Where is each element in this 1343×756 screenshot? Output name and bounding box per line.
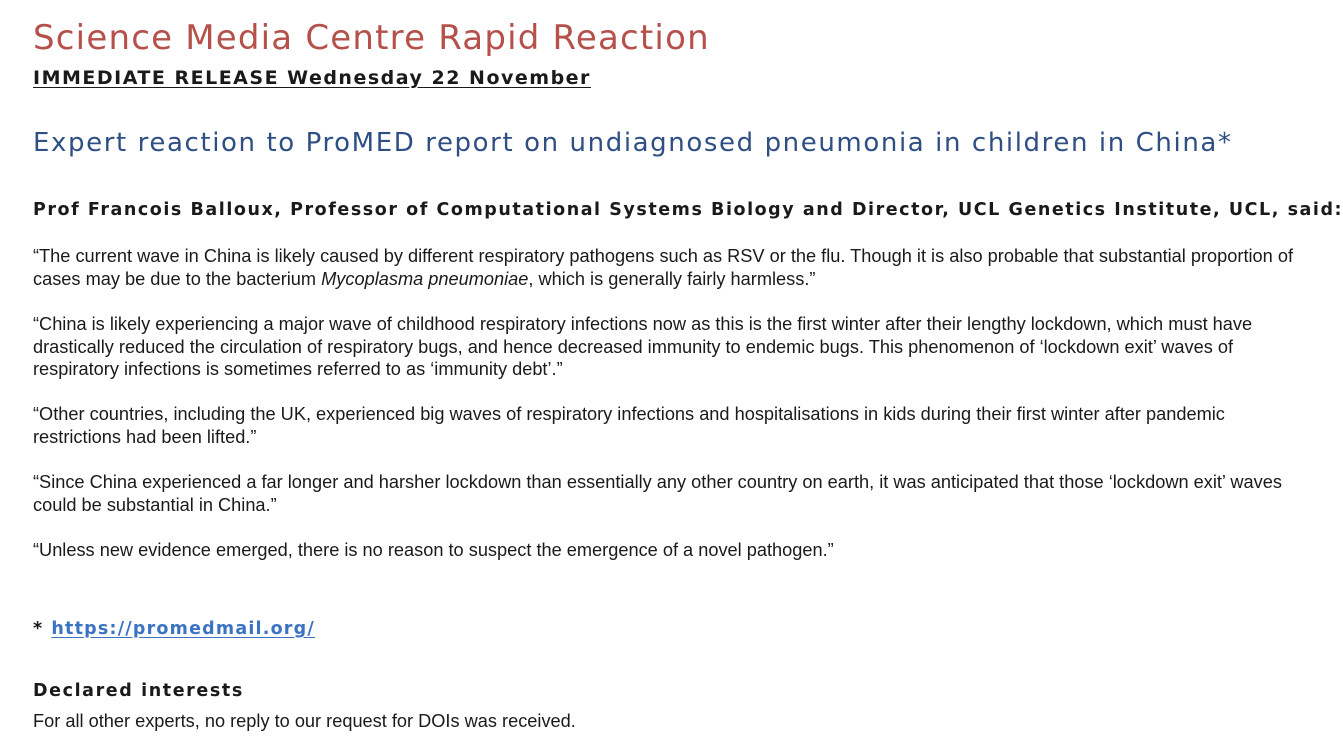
- quote-line: could be substantial in China.”: [33, 494, 277, 515]
- quote-line: “China is likely experiencing a major wave of childhood respiratory infections now as this is the first winter after their lengthy lockdown, which must have: [33, 314, 1253, 334]
- quote-line: “Unless new evidence emerged, there is no reason to suspect the emergence of a novel pathogen.”: [33, 540, 834, 560]
- quote-paragraph-5: [33, 539, 1183, 562]
- species-name: Mycoplasma pneumoniae: [321, 268, 529, 289]
- footnote: [33, 619, 315, 639]
- quote-line: respiratory infections is sometimes referred to as ‘immunity debt’.”: [33, 359, 563, 379]
- footnote-marker: *: [33, 619, 44, 639]
- quote-paragraph-4: [33, 471, 1282, 516]
- quote-line: “Other countries, including the UK, experienced big waves of respiratory infections and hospitalisations in kids during their first winter after pandemic: [33, 404, 1225, 424]
- quote-paragraph-2: [33, 313, 1253, 381]
- quote-paragraph-1: [33, 245, 1294, 290]
- promed-link[interactable]: https://promedmail.org/: [51, 619, 315, 639]
- quote-line: drastically reduced the circulation of respiratory bugs, and hence decreased immunity to endemic bugs. This phenomenon of ‘lockdown exit’ waves of: [33, 336, 1234, 357]
- release-date: IMMEDIATE RELEASE Wednesday 22 November: [33, 67, 591, 89]
- declared-interests-text: For all other experts, no reply to our request for DOIs was received.: [33, 711, 576, 731]
- quote-paragraph-3: [33, 403, 1225, 448]
- headline: Expert reaction to ProMED report on undiagnosed pneumonia in children in China*: [33, 128, 1233, 158]
- page-title: Science Media Centre Rapid Reaction: [33, 18, 710, 58]
- quote-text: , which is generally fairly harmless.”: [528, 268, 816, 289]
- quote-line: “Since China experienced a far longer and harsher lockdown than essentially any other country on earth, it was anticipated that those ‘lockdown exit’ waves: [33, 472, 1282, 492]
- quote-text: cases may be due to the bacterium: [33, 268, 322, 289]
- speaker-attribution: Prof Francois Balloux, Professor of Computational Systems Biology and Director, UCL Genetics Institute, UCL, said:: [33, 200, 1343, 220]
- quote-line: restrictions had been lifted.”: [33, 426, 257, 447]
- quote-line: “The current wave in China is likely caused by different respiratory pathogens such as RSV or the flu. Though it is also probable that substantial proportion of: [33, 246, 1294, 266]
- quote-line: [33, 268, 1183, 291]
- declared-interests-heading: Declared interests: [33, 681, 244, 701]
